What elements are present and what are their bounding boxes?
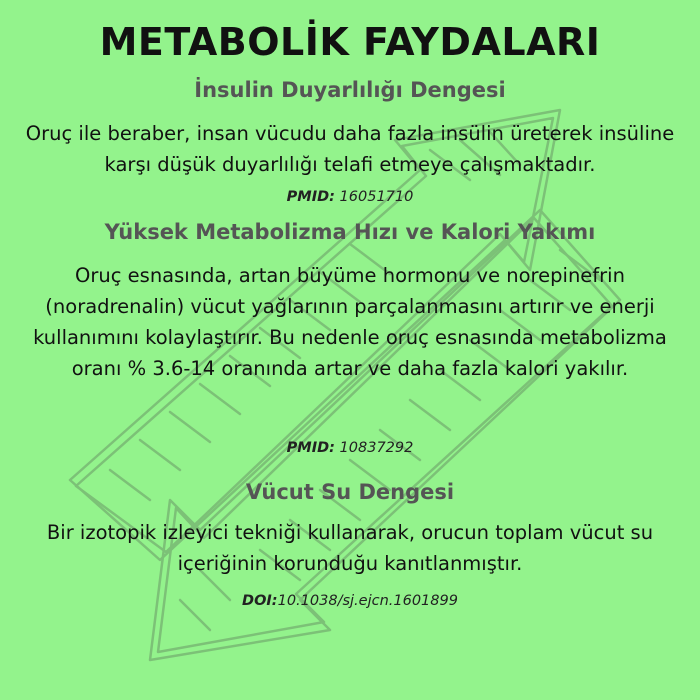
section-text-insulin: Oruç ile beraber, insan vücudu daha fazla insülin üreterek insüline karşı düşük duyarlılığı telafi etmeye çalışmaktadır. — [25, 122, 675, 176]
section-ref-water — [0, 593, 700, 609]
ref-value: 10837292 — [334, 440, 414, 456]
ref-label: PMID: — [286, 189, 335, 205]
section-heading-water: Vücut Su Dengesi — [245, 480, 455, 504]
section-heading-metabolism: Yüksek Metabolizma Hızı ve Kalori Yakımı — [104, 220, 596, 244]
ref-value: 16051710 — [334, 189, 414, 205]
section-heading-insulin: İnsulin Duyarlılığı Dengesi — [194, 78, 506, 102]
section-text-metabolism: Oruç esnasında, artan büyüme hormonu ve norepinefrin (noradrenalin) vücut yağlarının parçalanmasını artırır ve enerji kullanımını kolaylaştırır. Bu nedenle oruç esnasında metabolizma oranı % 3.6-14 oranında artar ve daha fazla kalori yakılır. — [33, 264, 667, 380]
page-title: METABOLİK FAYDALARI — [99, 20, 601, 64]
section-ref-metabolism — [0, 440, 700, 456]
ref-label: PMID: — [286, 440, 335, 456]
ref-value: 10.1038/sj.ejcn.1601899 — [277, 593, 458, 609]
section-text-water: Bir izotopik izleyici tekniği kullanarak, orucun toplam vücut su içeriğinin korunduğu kanıtlanmıştır. — [46, 521, 654, 575]
ref-label: DOI: — [242, 593, 278, 609]
section-ref-insulin — [0, 189, 700, 205]
